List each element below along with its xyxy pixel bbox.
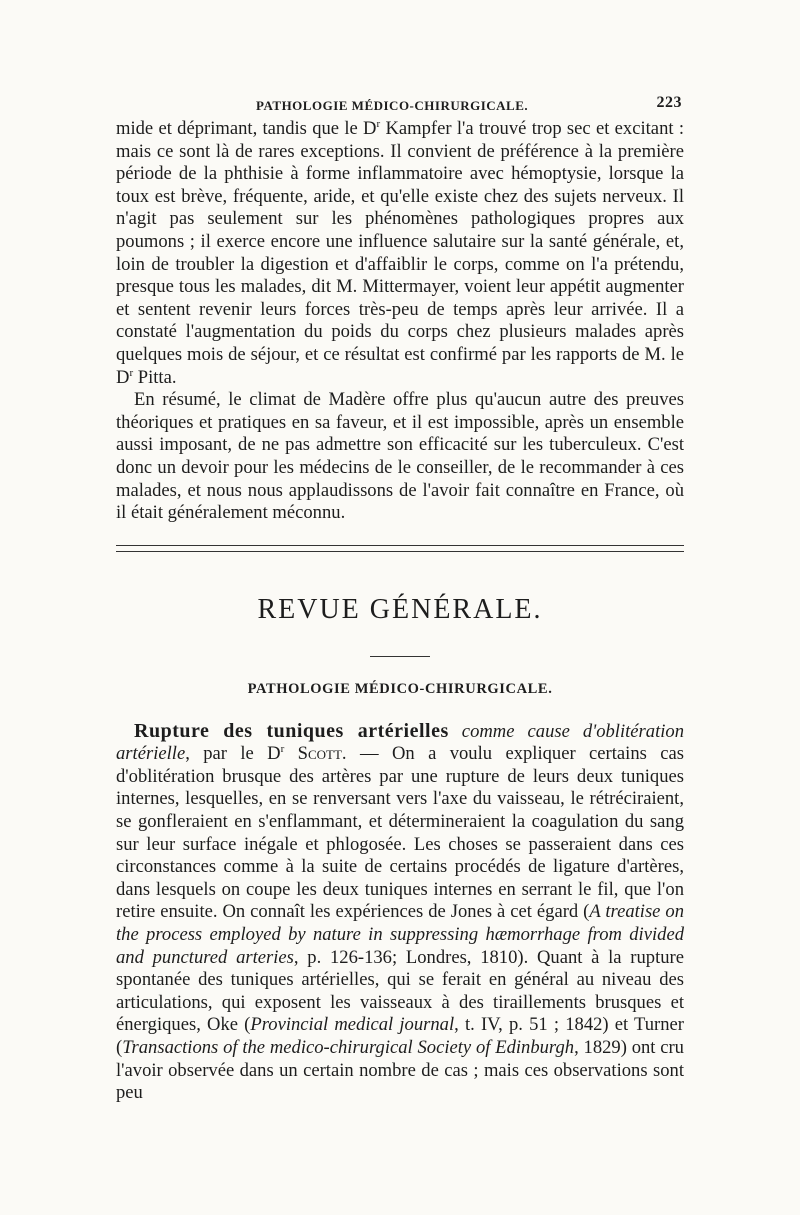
paragraph-summary: En résumé, le climat de Madère offre plus qu'aucun autre des preuves théoriques et pratiques en sa faveur, et il est impossible, après un ensemble aussi imposant, de ne pas admettre son efficacité sur les tuberculeux. C'est donc un devoir pour les médecins de le conseiller, de le recommander à ces malades, et nous nous applaudissons de l'avoir fait connaître en France, où il était généralement méconnu. bbox=[116, 389, 684, 524]
article-lead: Rupture des tuniques artérielles bbox=[134, 719, 449, 742]
page bbox=[116, 92, 684, 1105]
article-paragraph: Rupture des tuniques artérielles comme cause d'oblitération artérielle, par le $D^r$ Scott. — On a voulu expliquer certains cas d'oblitération brusque des artères par une rupture de leurs deux tuniques internes, lesquelles, en se renversant vers l'axe du vaisseau, le rétréciraient, se gonfleraient en s'enflammant, et détermineraient la coagulation du sang sur leur surface inégale et phlogosée. Les choses se passeraient dans ces circonstances comme à la suite de certains procédés de ligature d'artères, dans lesquels on coupe les deux tuniques internes en serrant le fil, que l'on retire ensuite. On connaît les expériences de Jones à cet égard (A treatise on the process employed by nature in suppressing hæmorrhage from divided and punctured arteries, p. 126-136; Londres, 1810). Quant à la rupture spontanée des tuniques artérielles, qui se ferait en général au niveau des articulations, qui exposent les vaisseaux à des tiraillements brusques et énergiques, Oke (Provincial medical journal, t. IV, p. 51 ; 1842) et Turner (Transactions of the medico-chirurgical Society of Edinburgh, 1829) ont cru l'avoir observée dans un certain nombre de cas ; mais ces observations sont peu bbox=[116, 719, 684, 1104]
double-rule-divider bbox=[116, 545, 684, 552]
article-text bbox=[116, 720, 684, 1105]
section-heading: REVUE GÉNÉRALE. bbox=[257, 593, 543, 625]
author-name: Scott. bbox=[284, 743, 347, 765]
paragraph-continuation: mide et déprimant, tandis que le $D^r$ Kampfer l'a trouvé trop sec et excitant : mais ce sont là de rares exceptions. Il convient de préférence à la première période de la phthisie à forme inflammatoire avec hémoptysie, lorsque la toux est brève, fréquente, aride, et qu'elle existe chez des sujets nerveux. Il n'agit pas seulement sur les phénomènes pathologiques propres aux poumons ; il exerce encore une influence salutaire sur la santé générale, et, loin de troubler la digestion et d'affaiblir le corps, comme on l'a prétendu, presque tous les malades, dit M. Mittermayer, voient leur appétit augmenter et sentent revenir leurs forces très-peu de temps après leur arrivée. Il a constaté l'augmentation du poids du corps chez plusieurs malades après quelques mois de séjour, et ce résultat est confirmé par les rapports de M. le $D^r$ Pitta. bbox=[116, 117, 684, 388]
section-subheading: PATHOLOGIE MÉDICO-CHIRURGICALE. bbox=[247, 680, 553, 697]
short-rule bbox=[370, 656, 430, 657]
page-number: 223 bbox=[656, 94, 682, 111]
running-header bbox=[116, 92, 684, 118]
running-title: PATHOLOGIE MÉDICO-CHIRURGICALE. bbox=[256, 98, 529, 113]
top-text bbox=[116, 118, 684, 525]
